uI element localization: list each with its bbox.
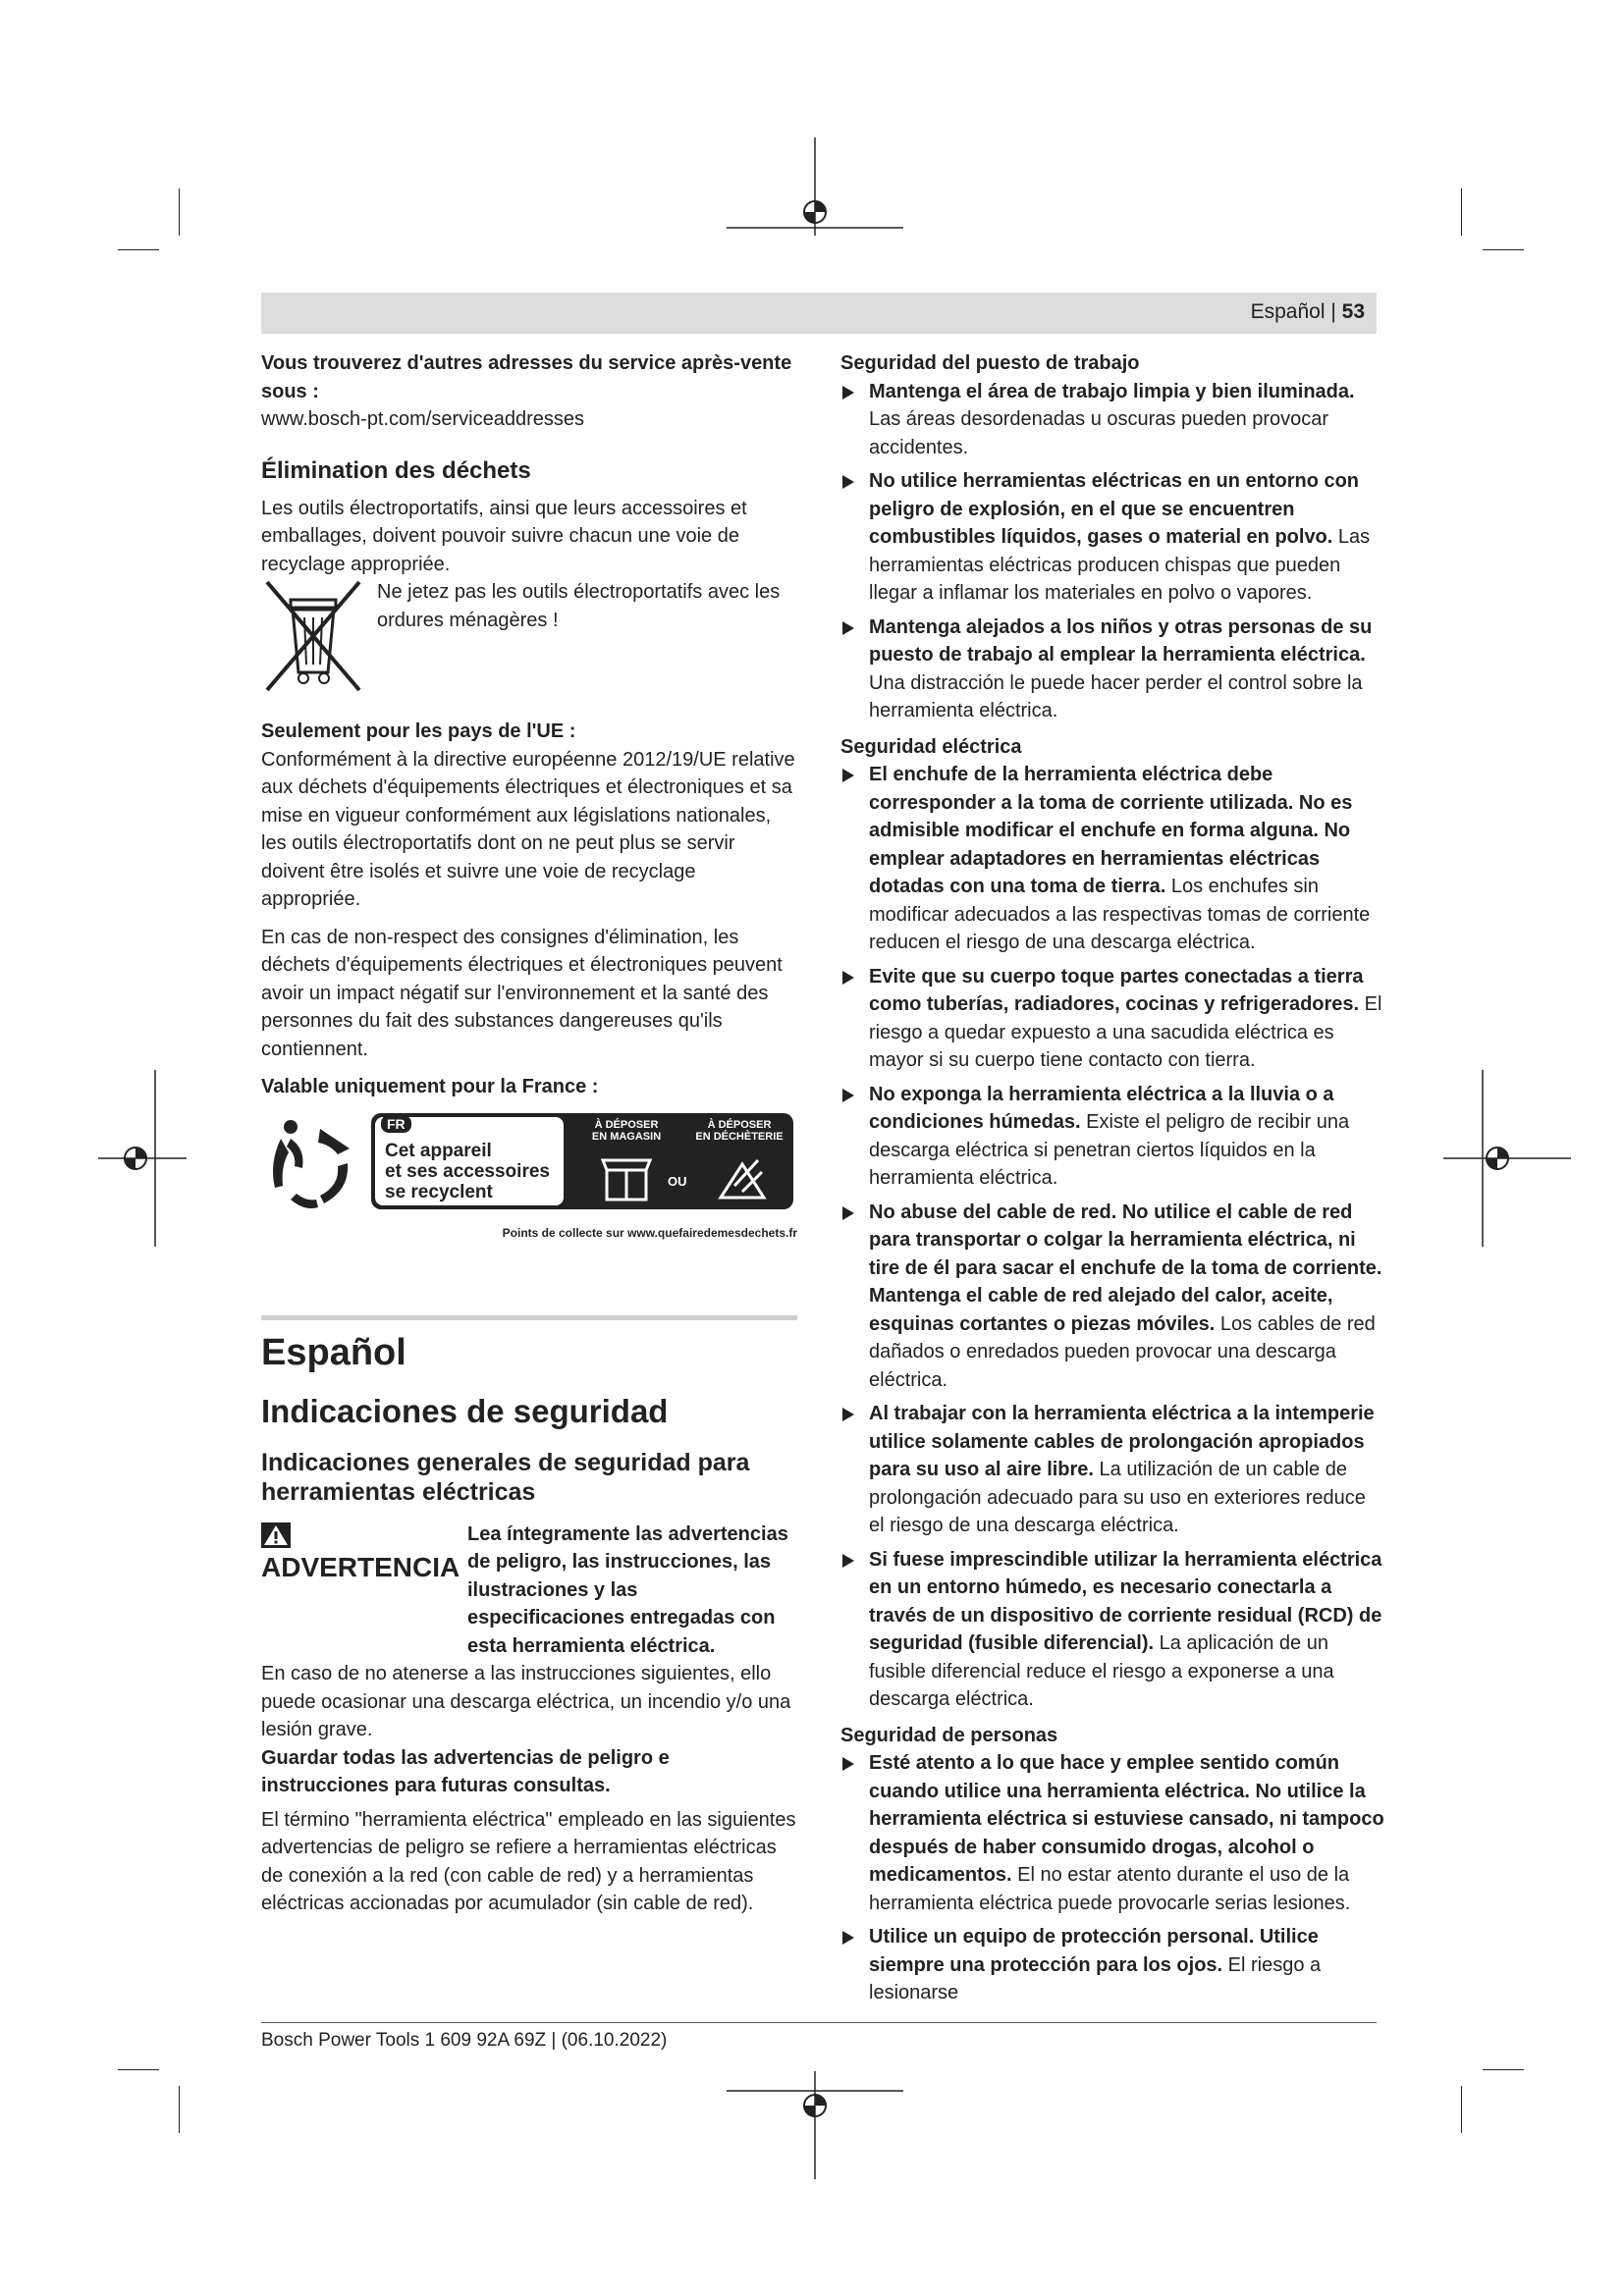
safety-title: Indicaciones de seguridad (261, 1392, 669, 1429)
bullet-icon (842, 769, 854, 782)
ou-label: OU (668, 1173, 687, 1189)
page-header (261, 293, 1377, 334)
page-number: 53 (1341, 300, 1365, 323)
fr-badge: FR (381, 1115, 411, 1133)
list-item-text: Existe el peligro de recibir una descarga eléctrica si penetran ciertos líquidos en la herramienta eléctrica. (869, 1111, 1350, 1189)
shop-icon (597, 1147, 656, 1205)
triman-icon (261, 1109, 359, 1217)
header-section: Español (1250, 300, 1326, 323)
list-item-text: El no estar atento durante el uso de la herramienta eléctrica puede provocarle serias lesiones. (869, 1864, 1351, 1914)
registration-mark-top (727, 137, 903, 236)
list-item (840, 1546, 1386, 1714)
list-item-bold: Mantenga el área de trabajo limpia y bien iluminada. (869, 380, 1355, 402)
list-item (840, 614, 1386, 725)
list-item-text: Los cables de red dañados o enredados pueden provocar una descarga eléctrica. (869, 1312, 1376, 1391)
list-item-text: Una distracción le puede hacer perder el control sobre la herramienta eléctrica. (869, 671, 1363, 721)
list-item-bold: No utilice herramientas eléctricas en un entorno con peligro de explosión, en el que se encuentren combustibles líquidos, gases o material en polvo. (869, 470, 1360, 548)
eu-text: Conformément à la directive européenne 2012/19/UE relative aux déchets d'équipements électriques et électroniques et sa mise en vigueur conformément aux législations nationales, les outils électroportatifs dont on ne peut plus se servir doivent être isolés et suivre une voie de recyclage appropriée. (261, 748, 795, 910)
list-item (840, 1749, 1386, 1917)
list-item-text: El riesgo a quedar expuesto a una sacudida eléctrica es mayor si su cuerpo tiene contacto con tierra. (869, 993, 1382, 1071)
left-column (261, 349, 797, 1918)
weee-text: Ne jetez pas les outils électroportatifs avec les ordures ménagères ! (377, 581, 781, 631)
warning-label: ADVERTENCIA (261, 1551, 460, 1582)
list-item-bold: Mantenga alejados a los niños y otras personas de su puesto de trabajo al emplear la herramienta eléctrica. (869, 615, 1373, 666)
deposer-decheterie-line-2: EN DÉCHÈTERIE (695, 1130, 784, 1143)
noncompliance-text: En cas de non-respect des consignes d'élimination, les déchets d'équipements électriques et électroniques peuvent avoir un impact négatif sur l'environnement et la santé des personnes du fait des substances dangereuses qu'ils contiennent. (261, 926, 783, 1060)
crossed-bin-icon (261, 578, 365, 694)
list-item-bold: No abuse del cable de red. No utilice el cable de red para transportar o colgar la herramienta eléctrica, ni tire de él para sacar el enchufe de la toma de corriente. Mantenga el cable de red alejado del calor, aceite, esquinas cortantes o piezas móviles. (869, 1201, 1382, 1335)
disposal-text: Les outils électroportatifs, ainsi que leurs accessoires et emballages, doivent pouvoir suivre chacun une voie de recyclage appropriée. (261, 497, 747, 575)
bullet-icon (842, 1931, 854, 1945)
france-heading: Valable uniquement pour la France : (261, 1076, 599, 1097)
bullet-icon (842, 386, 854, 400)
list-item-bold: Al trabajar con la herramienta eléctrica a la intemperie utilice solamente cables de prolongación apropiados para su uso al aire libre. (869, 1403, 1375, 1480)
header-text (1251, 300, 1365, 324)
triman-line-3: se recyclent (385, 1181, 493, 1202)
warning-icon (261, 1522, 291, 1548)
weee-section (261, 578, 797, 694)
list-item (840, 1199, 1386, 1395)
right-column (840, 349, 1386, 2007)
triman-logo (261, 1109, 797, 1240)
warning-label-box (261, 1521, 460, 1661)
list-item (840, 963, 1386, 1075)
deposer-decheterie-line-1: À DÉPOSER (707, 1118, 772, 1131)
work-area-title: Seguridad del puesto de trabajo (840, 352, 1140, 374)
keep-bold: Guardar todas las advertencias de peligro e instrucciones para futuras consultas. (261, 1746, 670, 1796)
list-item-text: La aplicación de un fusible diferencial reduce el riesgo a exponerse a una descarga eléctrica. (869, 1632, 1334, 1710)
triman-line-2: et ses accessoires (385, 1160, 550, 1182)
list-item-text: El riesgo a lesionarse (869, 1953, 1322, 2003)
bullet-icon (842, 971, 854, 985)
bullet-icon (842, 621, 854, 635)
deposer-magasin-line-2: EN MAGASIN (591, 1130, 662, 1143)
list-item (840, 1923, 1386, 2007)
list-item-bold: El enchufe de la herramienta eléctrica debe corresponder a la toma de corriente utilizada. No es admisible modificar el enchufe en forma alguna. No emplear adaptadores en herramientas eléctricas dotadas con una toma de tierra. (869, 764, 1353, 897)
service-url: www.bosch-pt.com/serviceaddresses (261, 408, 585, 430)
triman-points: Points de collecte sur www.quefairedemesdechets.fr (502, 1225, 797, 1240)
list-item-bold: Utilice un equipo de protección personal. Utilice siempre una protección para los ojos. (869, 1926, 1319, 1976)
term-text: El término "herramienta eléctrica" empleado en las siguientes advertencias de peligro se refiere a herramientas eléctricas de conexión a la red (con cable de red) y a herramientas eléctricas accionadas por acumulador (sin cable de red). (261, 1808, 796, 1914)
list-item-bold: Evite que su cuerpo toque partes conectadas a tierra como tuberías, radiadores, cocinas y refrigeradores. (869, 965, 1364, 1015)
registration-mark-left (98, 1070, 187, 1247)
registration-mark-bottom (727, 2071, 903, 2179)
recycle-center-icon (713, 1147, 772, 1205)
bullet-icon (842, 1554, 854, 1568)
persons-title: Seguridad de personas (840, 1724, 1058, 1746)
footer-text: Bosch Power Tools 1 609 92A 69Z | (06.10.2022) (261, 2030, 668, 2051)
list-item-text: Las herramientas eléctricas producen chispas que pueden llegar a inflamar los materiales en polvo o vapores. (869, 526, 1371, 604)
triman-line-1: Cet appareil (385, 1140, 492, 1161)
deposer-decheterie (687, 1119, 791, 1143)
bullet-icon (842, 1757, 854, 1771)
warning-bold: Lea íntegramente las advertencias de peligro, las instrucciones, las ilustraciones y las especificaciones entregadas con esta herramienta eléctrica. (467, 1522, 788, 1657)
warning-block (261, 1521, 797, 1661)
warning-text: En caso de no atenerse a las instrucciones siguientes, ello puede ocasionar una descarga eléctrica, un incendio y/o una lesión grave. (261, 1663, 791, 1740)
bullet-icon (842, 1206, 854, 1220)
list-item-text: Los enchufes sin modificar adecuados a las respectivas tomas de corriente reducen el riesgo de una descarga eléctrica. (869, 876, 1371, 953)
footer-rule (261, 2022, 1377, 2023)
list-item-bold: Esté atento a lo que hace y emplee sentido común cuando utilice una herramienta eléctrica. No utilice la herramienta eléctrica si estuviese cansado, ni tampoco después de haber consumido drogas, alcohol o medicamentos. (869, 1752, 1384, 1886)
general-title: Indicaciones generales de seguridad para herramientas eléctricas (261, 1448, 750, 1506)
list-item (840, 761, 1386, 957)
bullet-icon (842, 475, 854, 489)
list-item (840, 467, 1386, 608)
header-separator: | (1330, 300, 1336, 323)
triman-panel (371, 1113, 793, 1209)
list-item-bold: No exponga la herramienta eléctrica a la lluvia o a condiciones húmedas. (869, 1083, 1334, 1133)
list-item-text: La utilización de un cable de prolongación adecuado para su uso en exteriores reduce el riesgo de una descarga eléctrica. (869, 1459, 1366, 1536)
list-item (840, 378, 1386, 462)
deposer-magasin-line-1: À DÉPOSER (594, 1118, 659, 1131)
bullet-icon (842, 1408, 854, 1421)
list-item-bold: Si fuese imprescindible utilizar la herramienta eléctrica en un entorno húmedo, es necesario conectarla a través de un dispositivo de corriente residual (RCD) de seguridad (fusible diferencial). (869, 1548, 1382, 1654)
bullet-icon (842, 1089, 854, 1102)
electric-title: Seguridad eléctrica (840, 735, 1022, 758)
registration-mark-right (1443, 1070, 1571, 1247)
list-item-text: Las áreas desordenadas u oscuras pueden provocar accidentes. (869, 408, 1329, 458)
triman-white-box (375, 1117, 564, 1205)
list-item (840, 1081, 1386, 1193)
lang-title: Español (261, 1331, 406, 1373)
disposal-title: Élimination des déchets (261, 456, 531, 484)
deposer-magasin (577, 1119, 676, 1143)
service-heading: Vous trouverez d'autres adresses du service après-vente sous : (261, 352, 792, 402)
list-item (840, 1400, 1386, 1540)
eu-heading: Seulement pour les pays de l'UE : (261, 721, 576, 742)
